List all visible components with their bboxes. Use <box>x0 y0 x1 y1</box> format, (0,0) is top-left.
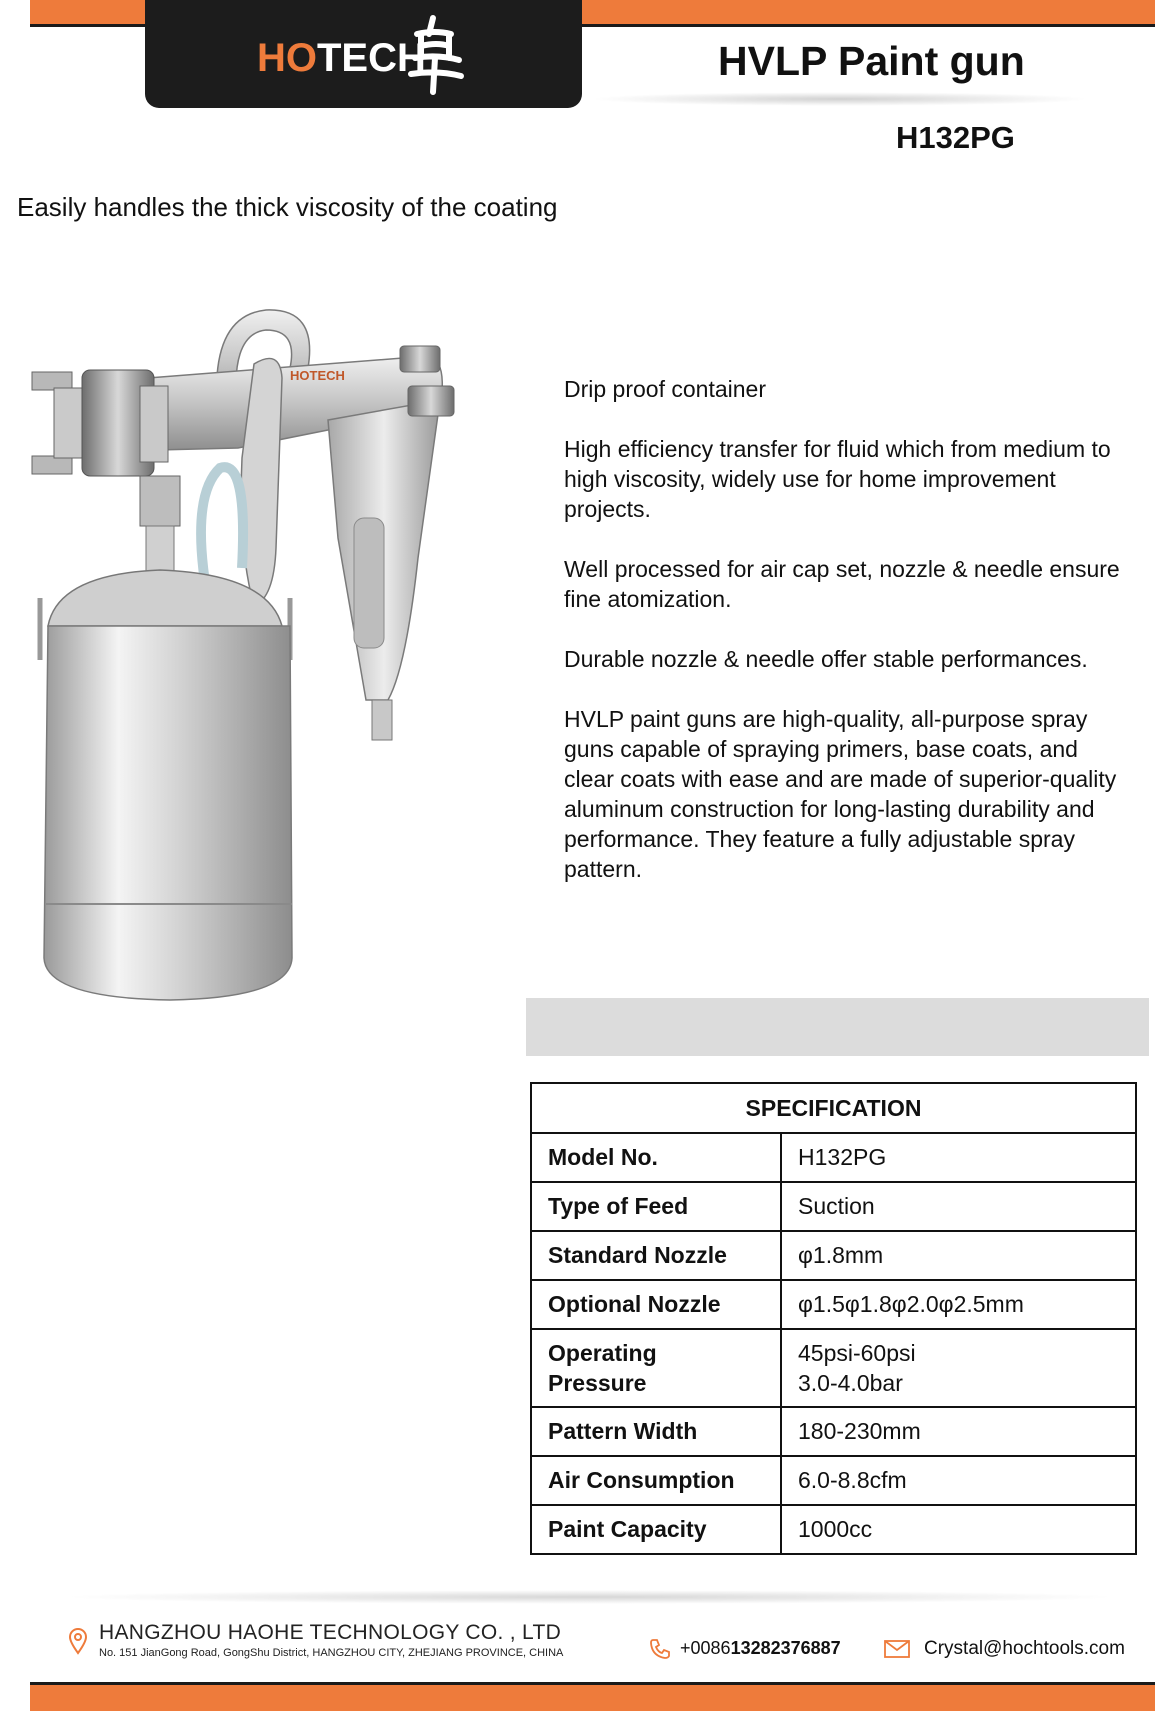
spec-label: Operating Pressure <box>531 1329 781 1407</box>
footer-accent-bar <box>30 1685 1155 1711</box>
feature-item: High efficiency transfer for fluid which from medium to high viscosity, widely use for home improvement projects. <box>564 436 1111 522</box>
specification-title: SPECIFICATION <box>531 1083 1136 1133</box>
table-row <box>531 1133 1136 1182</box>
company-name: HANGZHOU HAOHE TECHNOLOGY CO. , LTD <box>99 1621 562 1644</box>
page-title: HVLP Paint gun <box>718 38 1025 84</box>
feature-item: HVLP paint guns are high-quality, all-purpose spray guns capable of spraying primers, base coats, and clear coats with ease and are made of superior-quality aluminum construction for long-lasting durability and performance. They feature a fully adjustable spray pattern. <box>564 706 1117 882</box>
model-code: H132PG <box>896 120 1015 155</box>
spray-gun-illustration <box>28 308 498 1108</box>
feature-item: Durable nozzle & needle offer stable performances. <box>564 646 1088 672</box>
table-row <box>531 1456 1136 1505</box>
table-row <box>531 1407 1136 1456</box>
brand-glyph-icon <box>403 12 465 96</box>
spec-value: Suction <box>781 1182 1136 1231</box>
table-row <box>531 1505 1136 1554</box>
spec-value: H132PG <box>781 1133 1136 1182</box>
spec-label: Model No. <box>531 1133 781 1182</box>
spec-label: Standard Nozzle <box>531 1231 781 1280</box>
feature-item: Drip proof container <box>564 376 766 402</box>
spec-value: 180-230mm <box>781 1407 1136 1456</box>
tagline: Easily handles the thick viscosity of the coating <box>17 192 558 222</box>
table-row <box>531 1182 1136 1231</box>
spec-value: 1000cc <box>781 1505 1136 1554</box>
footer-shadow <box>60 1590 1120 1604</box>
spec-value: 6.0-8.8cfm <box>781 1456 1136 1505</box>
feature-item: Well processed for air cap set, nozzle & needle ensure fine atomization. <box>564 556 1120 612</box>
spec-value: 45psi-60psi 3.0-4.0bar <box>781 1329 1136 1407</box>
logo-wordmark: HOTECH <box>257 36 426 80</box>
table-row <box>531 1329 1136 1407</box>
spec-label: Air Consumption <box>531 1456 781 1505</box>
phone-icon <box>648 1637 672 1661</box>
email-link[interactable]: Crystal@hochtools.com <box>924 1638 1125 1659</box>
location-pin-icon <box>68 1627 88 1655</box>
header-accent-bar-right <box>582 0 1155 24</box>
spec-label: Paint Capacity <box>531 1505 781 1554</box>
gun-brand-label: HOTECH <box>290 368 345 383</box>
feature-list <box>564 374 1124 914</box>
table-row <box>531 1280 1136 1329</box>
section-divider-band <box>526 998 1149 1056</box>
spec-label: Type of Feed <box>531 1182 781 1231</box>
brand-logo <box>145 0 582 108</box>
specification-table <box>530 1082 1137 1555</box>
spec-label: Optional Nozzle <box>531 1280 781 1329</box>
phone-number[interactable]: +008613282376887 <box>680 1638 841 1658</box>
mail-icon <box>884 1640 910 1658</box>
header-accent-bar-left <box>30 0 148 24</box>
table-row <box>531 1231 1136 1280</box>
title-shadow <box>590 92 1090 106</box>
spec-value: φ1.5φ1.8φ2.0φ2.5mm <box>781 1280 1136 1329</box>
company-address: No. 151 JianGong Road, GongShu District, HANGZHOU CITY, ZHEJIANG PROVINCE, CHINA <box>99 1647 564 1659</box>
spec-value: φ1.8mm <box>781 1231 1136 1280</box>
spec-label: Pattern Width <box>531 1407 781 1456</box>
